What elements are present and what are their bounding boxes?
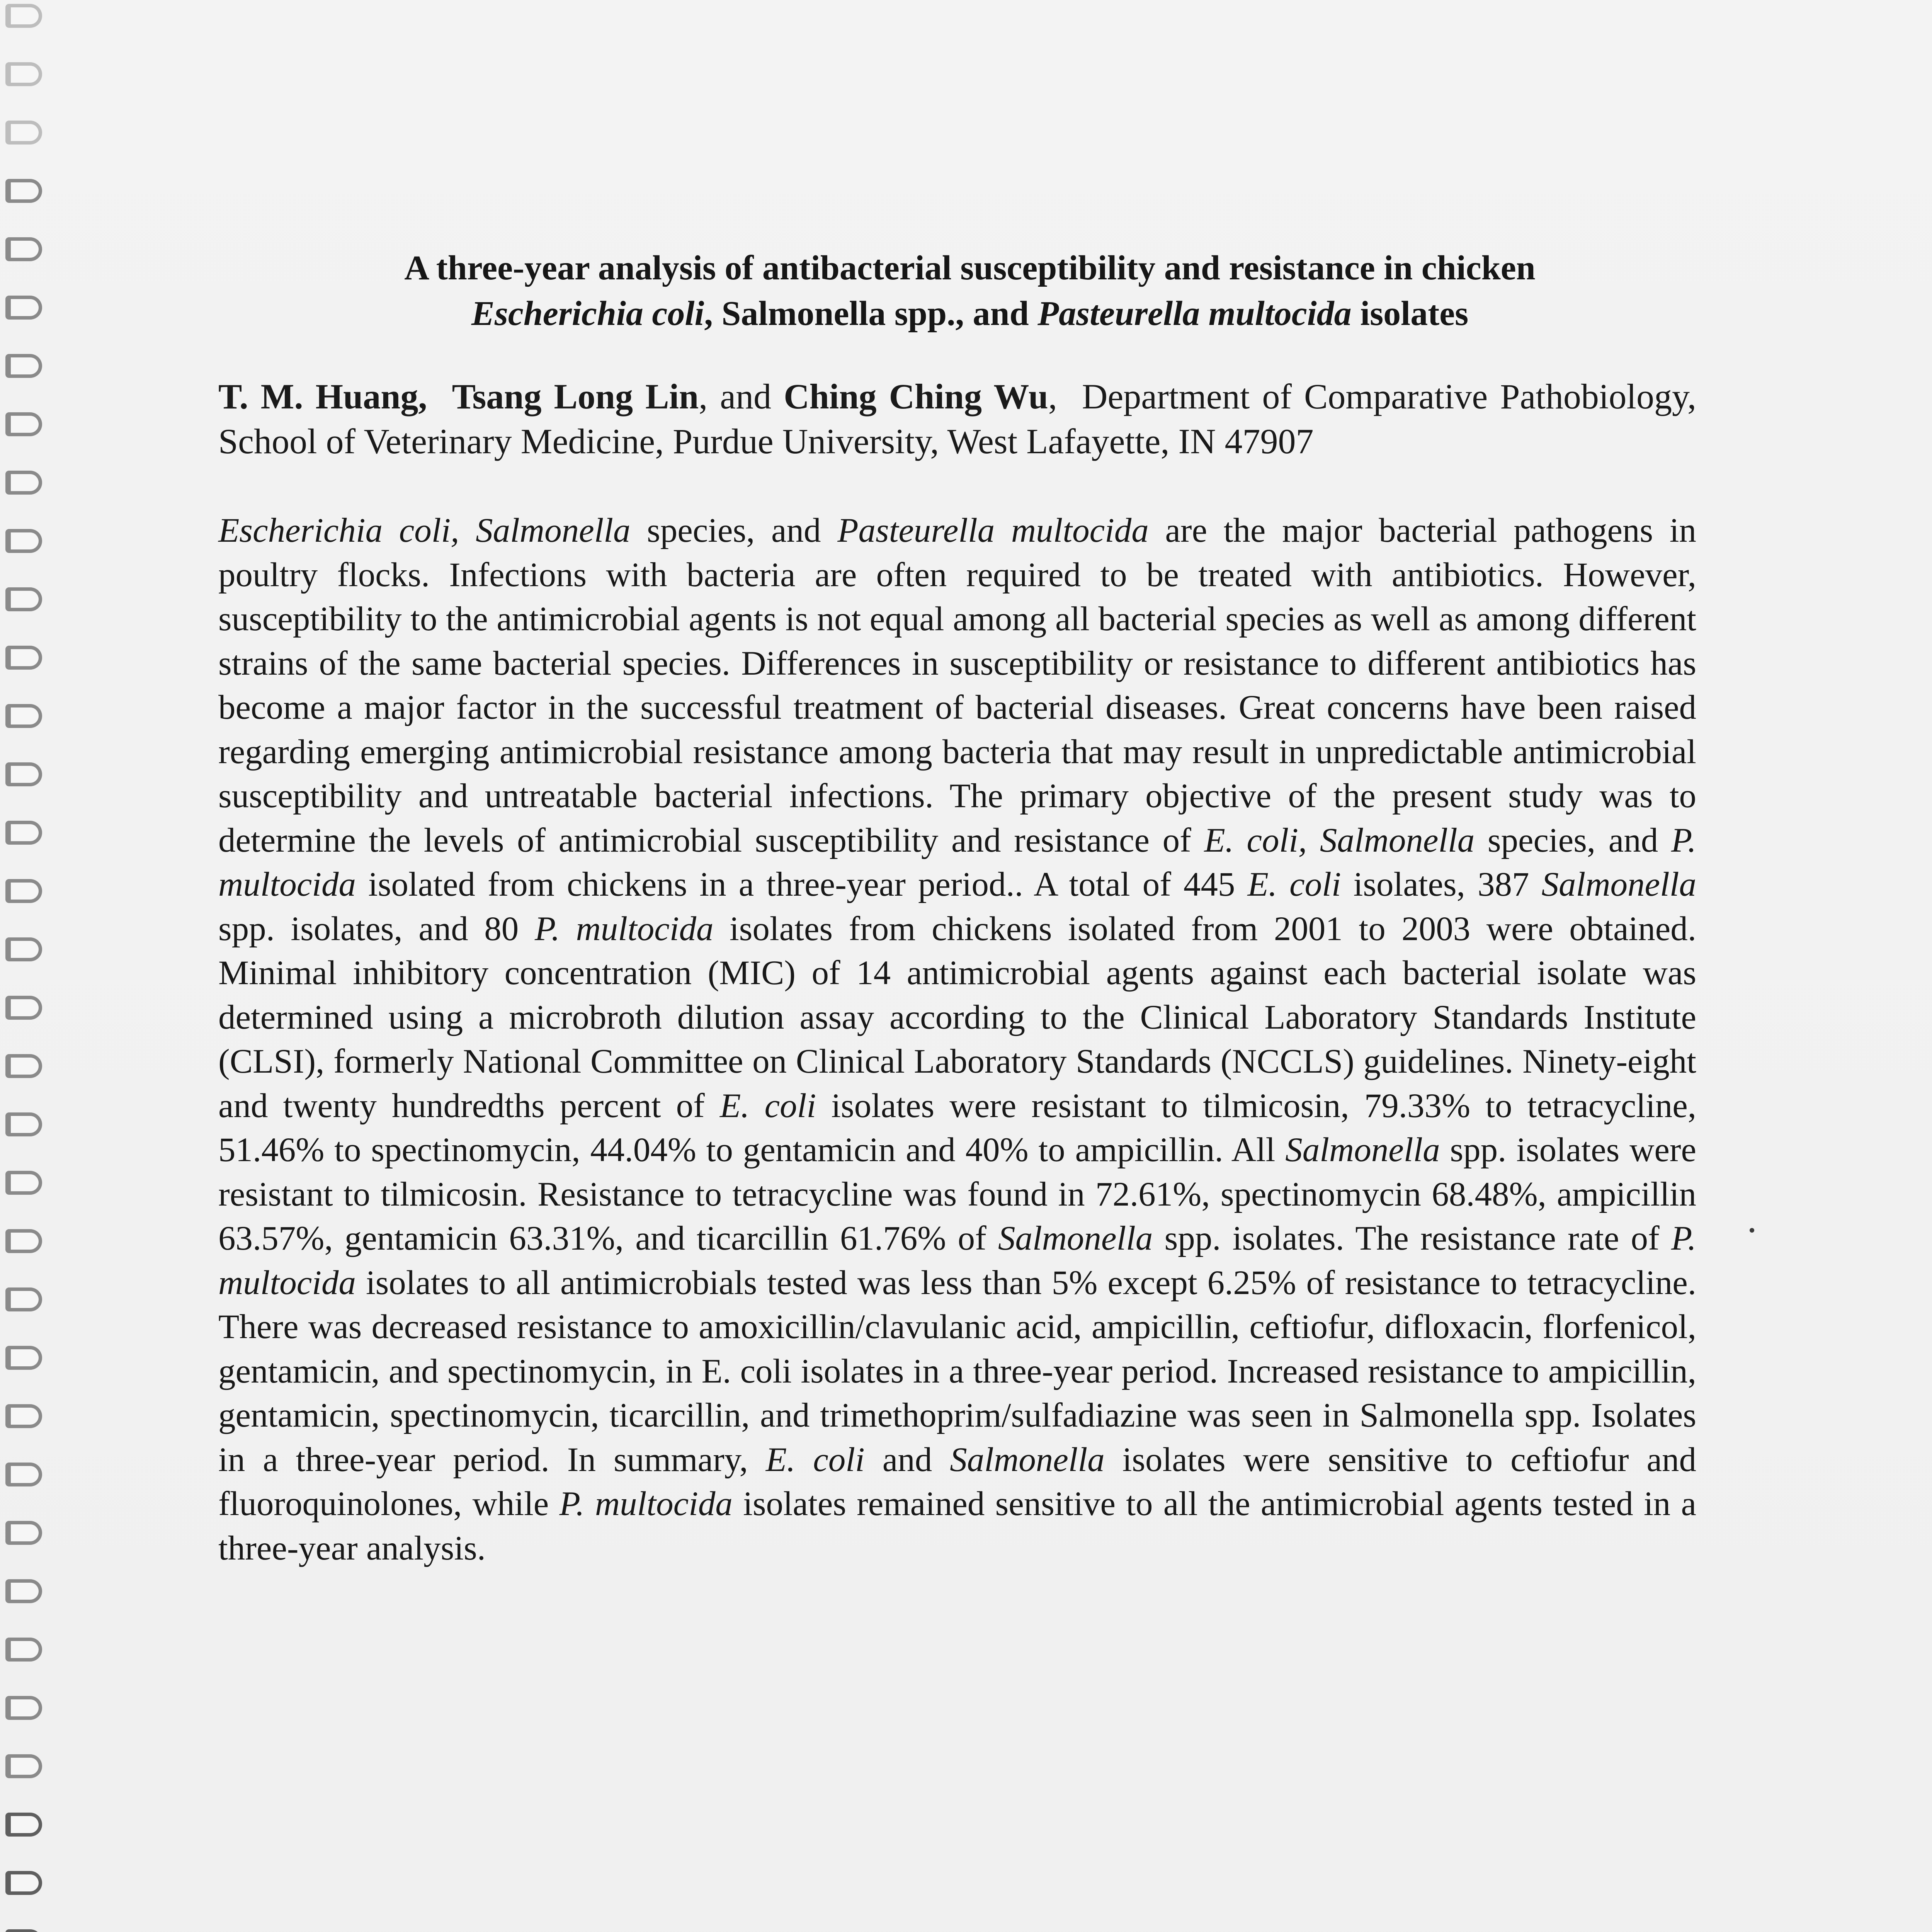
binding-ring [5,937,42,961]
abstract-italic-term: E. coli [719,1087,816,1125]
binding-ring [5,1696,42,1720]
binding-ring [5,354,42,378]
binding-ring [5,1404,42,1428]
abstract-text: are the major bacterial pathogens in poultry flocks. Infections with bacteria are often required to be treated with antibiotics. However, susceptibility to the antimicrobial agents is not equal among all bacterial species as well as among different strains of the same bacterial species. Differences in susceptibility or resistance to different antibiotics has become a major factor in the successful treatment of bacterial diseases. Great concerns have been raised regarding emerging antimicrobial resistance among bacteria that may result in unpredictable antimicrobial susceptibility and untreatable bacterial infections. The primary objective of the present study was to determine the levels of antimicrobial susceptibility and resistance of [218,512,1696,859]
author-huang: T. M. Huang, [218,377,427,416]
binding-ring [5,762,42,786]
abstract-italic-term: E. coli [1247,866,1341,903]
abstract-text: isolates remained sensitive to all the antimicrobial agents tested in a three-year analysis. [218,1485,1696,1567]
binding-ring [5,1112,42,1136]
binding-ring [5,1929,42,1932]
binding-ring [5,1287,42,1311]
binding-ring [5,529,42,553]
abstract-italic-term: P. multocida [559,1485,733,1523]
binding-ring [5,1754,42,1778]
binding-ring [5,1579,42,1603]
spiral-binding [0,0,62,1932]
abstract-italic-term: Salmonella [1285,1131,1440,1169]
abstract-text: species, and [630,512,838,549]
binding-ring [5,1171,42,1195]
abstract-italic-term: Escherichia coli, Salmonella [218,512,631,549]
binding-ring [5,1813,42,1837]
abstract-italic-term: Salmonella [998,1219,1153,1257]
author-lin: Tsang Long Lin [452,377,699,416]
abstract-italic-term: P. multocida [218,821,1696,903]
binding-ring [5,237,42,261]
abstract-body [218,509,1696,1570]
author-block [218,374,1696,464]
page-shading [139,1924,1839,1932]
binding-ring [5,1871,42,1895]
abstract-text: isolated from chickens in a three-year period.. A total of 445 [355,866,1248,903]
abstract-italic-term: P. multocida [218,1219,1696,1302]
author-separator: , and [699,377,784,416]
binding-ring [5,1229,42,1253]
title-species-pasteurella: Pasteurella multocida [1037,294,1352,333]
title-line-2 [216,291,1723,337]
abstract-text: spp. isolates. The resistance rate of [1153,1219,1671,1257]
title-text-end: isolates [1351,294,1469,333]
binding-ring [5,4,42,28]
abstract-italic-term: Pasteurella multocida [837,512,1149,549]
abstract-text: spp. isolates were resistant to tilmicosin. Resistance to tetracycline was found in 72.61%, spectinomycin 68.48%, ampicillin 63.57%, gentamicin 63.31%, and ticarcillin 61.76% of [218,1131,1696,1257]
paper-title [216,245,1723,337]
abstract-italic-term: Salmonella [1541,866,1696,903]
binding-ring [5,296,42,320]
binding-ring [5,587,42,611]
binding-ring [5,62,42,86]
binding-ring [5,996,42,1020]
author-wu: Ching Ching Wu [784,377,1048,416]
binding-ring [5,1638,42,1662]
binding-ring [5,1463,42,1486]
binding-ring [5,179,42,203]
binding-ring [5,1521,42,1545]
binding-ring [5,646,42,670]
binding-ring [5,821,42,845]
title-species-ecoli: Escherichia coli [471,294,704,333]
abstract-text: isolates were sensitive to ceftiofur and fluoroquinolones, while [218,1440,1696,1523]
title-text-middle: , Salmonella spp., and [704,294,1038,333]
abstract-text: and [864,1440,950,1479]
binding-ring [5,704,42,728]
abstract-italic-term: P. multocida [534,910,714,948]
scan-speck [1750,1228,1754,1233]
abstract-italic-term: E. coli, Salmonella [1204,821,1475,859]
binding-ring [5,412,42,436]
title-line-1: A three-year analysis of antibacterial susceptibility and resistance in chicken [404,249,1536,287]
author-affiliation: Department of Comparative Pathobiology, School of Veterinary Medicine, Purdue University, West Lafayette, IN 47907 [218,377,1697,461]
abstract-text: spp. isolates, and 80 [218,910,535,948]
abstract-italic-term: E. coli [765,1440,865,1479]
abstract-text: isolates, 387 [1341,866,1542,903]
binding-ring [5,471,42,495]
binding-ring [5,879,42,903]
binding-ring [5,1054,42,1078]
author-comma: , [1048,377,1057,416]
abstract-text: species, and [1475,821,1671,859]
abstract-text: isolates from chickens isolated from 2001 to 2003 were obtained. Minimal inhibitory concentration (MIC) of 14 antimicrobial agents against each bacterial isolate was determined using a microbroth dilution assay according to the Clinical Laboratory Standards Institute (CLSI), formerly National Committee on Clinical Laboratory Standards (NCCLS) guidelines. Ninety-eight and twenty hundredths percent of [218,910,1696,1125]
abstract-text: isolates were resistant to tilmicosin, 79.33% to tetracycline, 51.46% to spectinomycin, 44.04% to gentamicin and 40% to ampicillin. All [218,1087,1696,1169]
abstract-italic-term: Salmonella [950,1440,1105,1479]
binding-ring [5,1346,42,1370]
abstract-text: isolates to all antimicrobials tested was less than 5% except 6.25% of resistance to tetracycline. There was decreased resistance to amoxicillin/clavulanic acid, ampicillin, ceftiofur, difloxacin, florfenicol, gentamicin, and spectinomycin, in E. coli isolates in a three-year period. Increased resistance to ampicillin, gentamicin, spectinomycin, ticarcillin, and trimethoprim/sulfadiazine was seen in Salmonella spp. Isolates in a three-year period. In summary, [218,1264,1696,1479]
binding-ring [5,121,42,145]
